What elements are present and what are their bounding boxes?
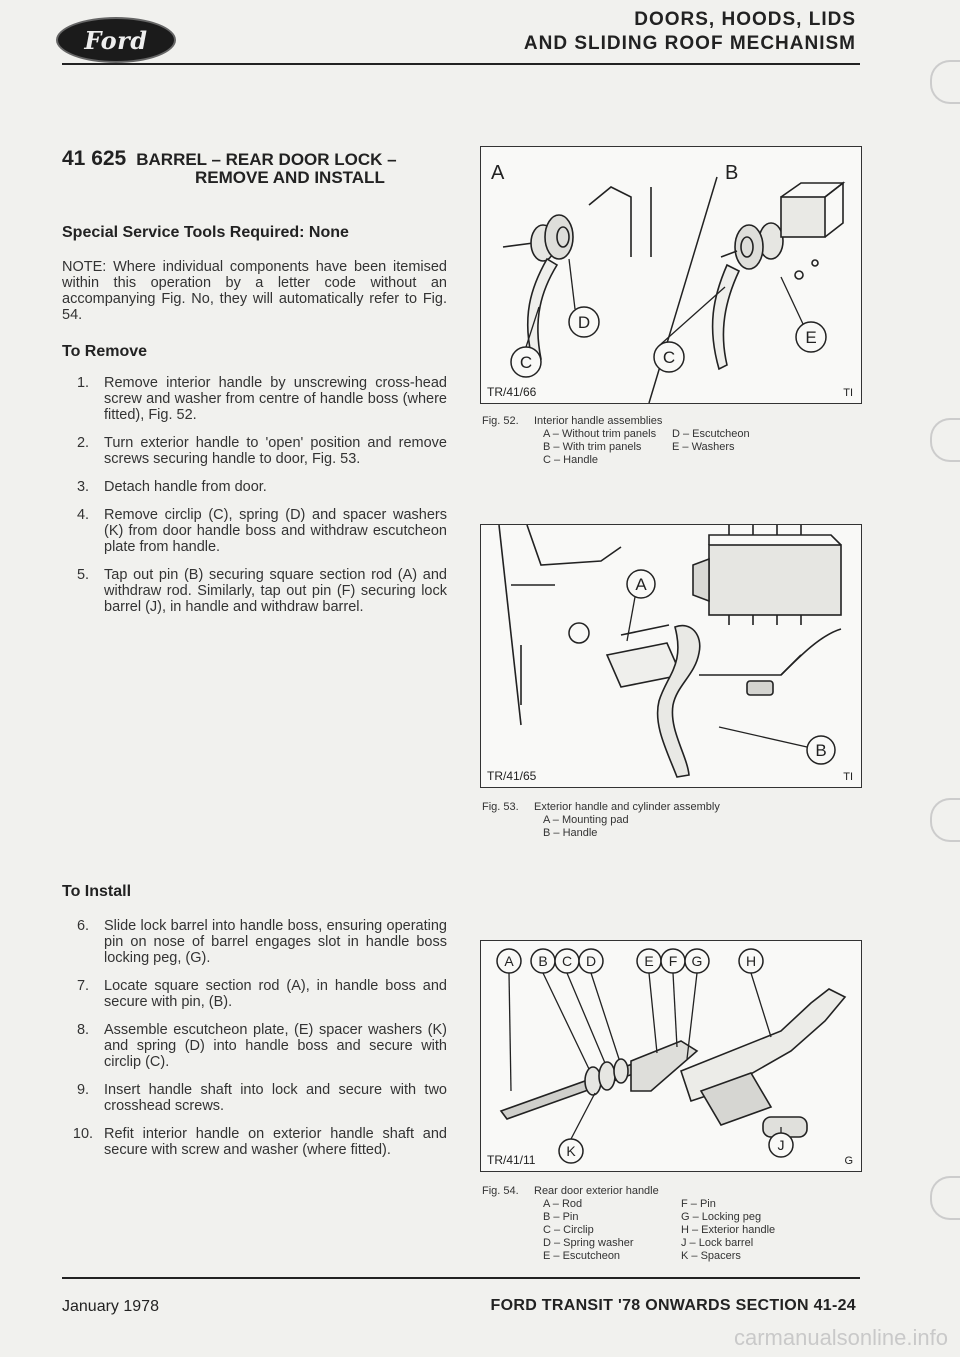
step-number: 3. [76,479,90,495]
fig54-letter-g: G [691,953,703,969]
fig53-mark: TI [843,771,853,783]
fig53-label: Fig. 53. [482,801,519,813]
fig52-caption-title: Interior handle assemblies [534,415,663,427]
step-text: Turn exterior handle to 'open' position and remove screws securing handle to door, Fig. 53. [104,435,447,467]
watermark: carmanualsonline.info [733,1325,948,1350]
figure-54-diagram [480,940,862,1172]
fig52-letter-d: D [577,313,591,332]
fig52-label: Fig. 52. [482,415,519,427]
step-number: 9. [76,1082,90,1098]
step-number: 4. [76,507,90,523]
fig52-mark: TI [843,387,853,399]
fig54-letter-k: K [566,1143,576,1159]
figure-53-caption [482,801,862,849]
header-rule [62,63,860,65]
step-number: 6. [76,918,90,934]
fig54-mark: G [844,1155,853,1167]
fig52-letter-c-2: C [662,348,676,367]
caption-line: D – Escutcheon [672,428,750,440]
step-text: Locate square section rod (A), in handle boss and secure with pin, (B). [104,978,447,1010]
section-title-line1: BARREL – REAR DOOR LOCK – [136,150,397,169]
step-number: 2. [76,435,90,451]
fig52-letter-e: E [805,328,817,347]
caption-line: B – Handle [543,827,598,839]
caption-line: B – With trim panels [543,441,642,453]
caption-line: A – Rod [543,1198,583,1210]
chapter-title: DOORS, HOODS, LIDS AND SLIDING ROOF MECHANISM [523,9,856,54]
step-item [62,435,447,467]
step-item [62,507,447,555]
exploded-handle-drawing [481,941,861,1171]
caption-line: G – Locking peg [681,1211,762,1223]
fig52-reference: TR/41/66 [487,385,537,399]
interior-handle-drawing [481,147,861,403]
footer-section: FORD TRANSIT '78 ONWARDS SECTION 41-24 [490,1297,856,1314]
note-text: NOTE: Where individual components have been itemised within this operation by a letter code without an accompanying Fig. No, they will automatically refer to Fig. 54. [62,259,447,323]
step-item [62,918,447,966]
fig53-reference: TR/41/65 [487,769,537,783]
binding-tab-mark [930,798,960,842]
fig54-letter-h: H [745,953,757,969]
remove-heading: To Remove [62,343,148,360]
step-item [62,978,447,1010]
ford-logo: Ford [56,17,176,63]
caption-line: H – Exterior handle [681,1224,776,1236]
fig52-letter-b: B [725,162,739,184]
figure-54-caption [482,1185,862,1265]
step-text: Tap out pin (B) securing square section rod (A) and withdraw rod. Similarly, tap out pin (F) securing lock barrel (J), in handle and withdraw barrel. [104,567,447,615]
step-number: 5. [76,567,90,583]
caption-line: K – Spacers [681,1250,741,1262]
caption-line: A – Mounting pad [543,814,629,826]
fig54-letter-b: B [538,953,548,969]
section-title-line2: REMOVE AND INSTALL [195,168,385,187]
caption-line: E – Escutcheon [543,1250,621,1262]
caption-line: J – Lock barrel [681,1237,754,1249]
figure-52-caption [482,415,862,485]
caption-line: D – Spring washer [543,1237,634,1249]
install-heading: To Install [62,883,132,900]
figure-52-diagram [480,146,862,404]
fig54-reference: TR/41/11 [487,1153,536,1167]
figure-53-diagram [480,524,862,788]
step-item [62,375,447,423]
step-text: Remove circlip (C), spring (D) and spacer washers (K) from door handle boss and withdraw escutcheon plate from handle. [104,507,447,555]
step-text: Detach handle from door. [104,479,267,495]
fig53-caption-title: Exterior handle and cylinder assembly [534,801,720,813]
fig54-caption-title: Rear door exterior handle [534,1185,659,1197]
step-item [62,479,447,495]
binding-tab-mark [930,1176,960,1220]
caption-line: B – Pin [543,1211,579,1223]
step-text: Remove interior handle by unscrewing cross-head screw and washer from centre of handle boss (where fitted), Fig. 52. [104,375,447,423]
caption-line: F – Pin [681,1198,716,1210]
step-text: Insert handle shaft into lock and secure with two crosshead screws. [104,1082,447,1114]
section-number: 41 625 [62,147,127,170]
fig54-letter-c: C [561,953,573,969]
step-item [62,1126,447,1158]
footer-date: January 1978 [62,1298,159,1315]
step-item [62,567,447,615]
caption-line: C – Circlip [543,1224,594,1236]
step-number: 10. [72,1126,94,1142]
step-text: Slide lock barrel into handle boss, ensuring operating pin on nose of barrel engages slot in handle boss locking peg, (G). [104,918,447,966]
fig54-letter-d: D [585,953,597,969]
tools-heading: Special Service Tools Required: None [62,224,349,241]
step-item [62,1022,447,1070]
step-text: Refit interior handle on exterior handle shaft and secure with screw and washer (where fitted). [104,1126,447,1158]
fig54-letter-e: E [644,953,654,969]
step-text: Assemble escutcheon plate, (E) spacer washers (K) and spring (D) into handle boss and secure with circlip (C). [104,1022,447,1070]
fig54-letter-a: A [504,953,514,969]
fig53-letter-b: B [815,741,827,760]
step-item [62,1082,447,1114]
step-number: 8. [76,1022,90,1038]
binding-tab-mark [930,418,960,462]
binding-tab-mark [930,60,960,104]
install-steps [62,918,447,1170]
fig54-letter-f: F [668,953,678,969]
remove-steps [62,375,447,627]
step-number: 7. [76,978,90,994]
footer-rule [62,1277,860,1279]
caption-line: C – Handle [543,454,599,466]
fig53-letter-a: A [635,575,647,594]
fig52-letter-c: C [519,353,533,372]
step-number: 1. [76,375,90,391]
fig54-letter-j: J [777,1137,785,1153]
fig52-letter-a: A [491,162,505,184]
exterior-handle-drawing [481,525,861,787]
fig54-label: Fig. 54. [482,1185,519,1197]
caption-line: E – Washers [672,441,735,453]
caption-line: A – Without trim panels [543,428,657,440]
